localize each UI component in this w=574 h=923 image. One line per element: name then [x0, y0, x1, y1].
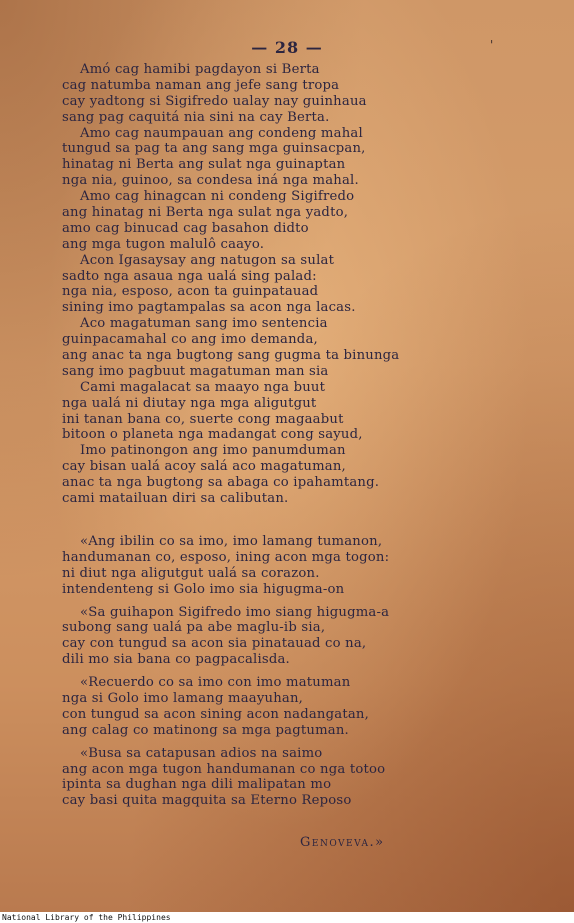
text-line: Acon Igasaysay ang natugon sa sulat	[80, 252, 335, 268]
text-line: sang pag caquitá nia sini na cay Berta.	[62, 109, 330, 125]
text-line: bitoon o planeta nga madangat cong sayud,	[62, 427, 363, 443]
verse-stanza	[62, 675, 512, 739]
verse-line: intendenteng si Golo imo sia higugma-on	[62, 581, 345, 597]
text-line: cay bisan ualá acoy salá aco magatuman,	[62, 459, 346, 475]
prose-block	[62, 62, 512, 507]
verse-line: «Ang ibilin co sa imo, imo lamang tumanon,	[80, 534, 383, 549]
verse-stanza	[62, 746, 512, 810]
verse-line: nga si Golo imo lamang maayuhan,	[62, 691, 304, 707]
text-line: ini tanan bana co, suerte cong magaabut	[62, 411, 344, 427]
text-line: Amó cag hamibi pagdayon si Berta	[80, 62, 320, 77]
verse-line: «Sa guihapon Sigifredo imo siang higugma-a	[80, 604, 390, 620]
verse-line: dili mo sia bana co pagpacalisda.	[62, 652, 290, 668]
page-number: — 28 —	[251, 38, 323, 57]
verse-line: ipinta sa dughan nga dili malipatan mo	[62, 777, 332, 793]
text-line: Imo patinongon ang imo panumduman	[80, 443, 346, 459]
text-line: cag natumba naman ang jefe sang tropa	[62, 77, 340, 93]
text-line: nga nia, esposo, acon ta guinpatauad	[62, 284, 319, 300]
text-line: cay yadtong si Sigifredo ualay nay guinhaua	[62, 93, 367, 109]
verse-line: cay con tungud sa acon sia pinatauad co na,	[62, 636, 367, 652]
text-line: Amo cag naumpauan ang condeng mahal	[80, 125, 363, 141]
verse-line: «Recuerdo co sa imo con imo matuman	[80, 675, 351, 691]
text-line: nga nia, guinoo, sa condesa iná nga mahal.	[62, 173, 359, 189]
text-line: sadto nga asaua nga ualá sing palad:	[62, 268, 317, 284]
text-line: Cami magalacat sa maayo nga buut	[80, 379, 326, 395]
text-line: amo cag binucad cag basahon didto	[62, 220, 309, 236]
library-footer: National Library of the Philippines	[2, 913, 171, 922]
text-line: nga ualá ni diutay nga mga aligutgut	[62, 395, 317, 411]
text-line: anac ta nga bugtong sa abaga co ipahamtang.	[62, 475, 380, 491]
verse-line: con tungud sa acon sining acon nadangatan,	[62, 706, 369, 722]
text-line: sang imo pagbuut magatuman man sia	[62, 363, 329, 379]
verse-line: «Busa sa catapusan adios na saimo	[80, 745, 323, 761]
verse-line: subong sang ualá pa abe maglu-ib sia,	[62, 620, 326, 636]
signature: Genoveva.»	[300, 835, 385, 850]
text-line: guinpacamahal co ang imo demanda,	[62, 332, 318, 348]
text-line: tungud sa pag ta ang sang mga guinsacpan,	[62, 141, 366, 157]
text-line: Aco magatuman sang imo sentencia	[80, 316, 328, 332]
verse-block	[62, 534, 512, 809]
text-line: sining imo pagtampalas sa acon nga lacas.	[62, 300, 356, 316]
verse-line: ang calag co matinong sa mga pagtuman.	[62, 722, 349, 738]
verse-line: handumanan co, esposo, ining acon mga togon:	[62, 549, 390, 565]
verse-stanza	[62, 534, 512, 598]
text-line: ang mga tugon malulô caayo.	[62, 236, 265, 252]
text-line: hinatag ni Berta ang sulat nga guinaptan	[62, 157, 346, 173]
verse-line: cay basi quita magquita sa Eterno Reposo	[62, 793, 352, 809]
text-line: ang anac ta nga bugtong sang gugma ta binunga	[62, 348, 400, 364]
text-line: ang hinatag ni Berta nga sulat nga yadto,	[62, 205, 349, 221]
verse-stanza	[62, 605, 512, 669]
verse-line: ni diut nga aligutgut ualá sa corazon.	[62, 565, 320, 581]
text-line: cami matailuan diri sa calibutan.	[62, 491, 289, 507]
verse-line: ang acon mga tugon handumanan co nga totoo	[62, 761, 386, 777]
margin-mark: '	[490, 38, 494, 52]
text-line: Amo cag hinagcan ni condeng Sigifredo	[80, 189, 355, 205]
